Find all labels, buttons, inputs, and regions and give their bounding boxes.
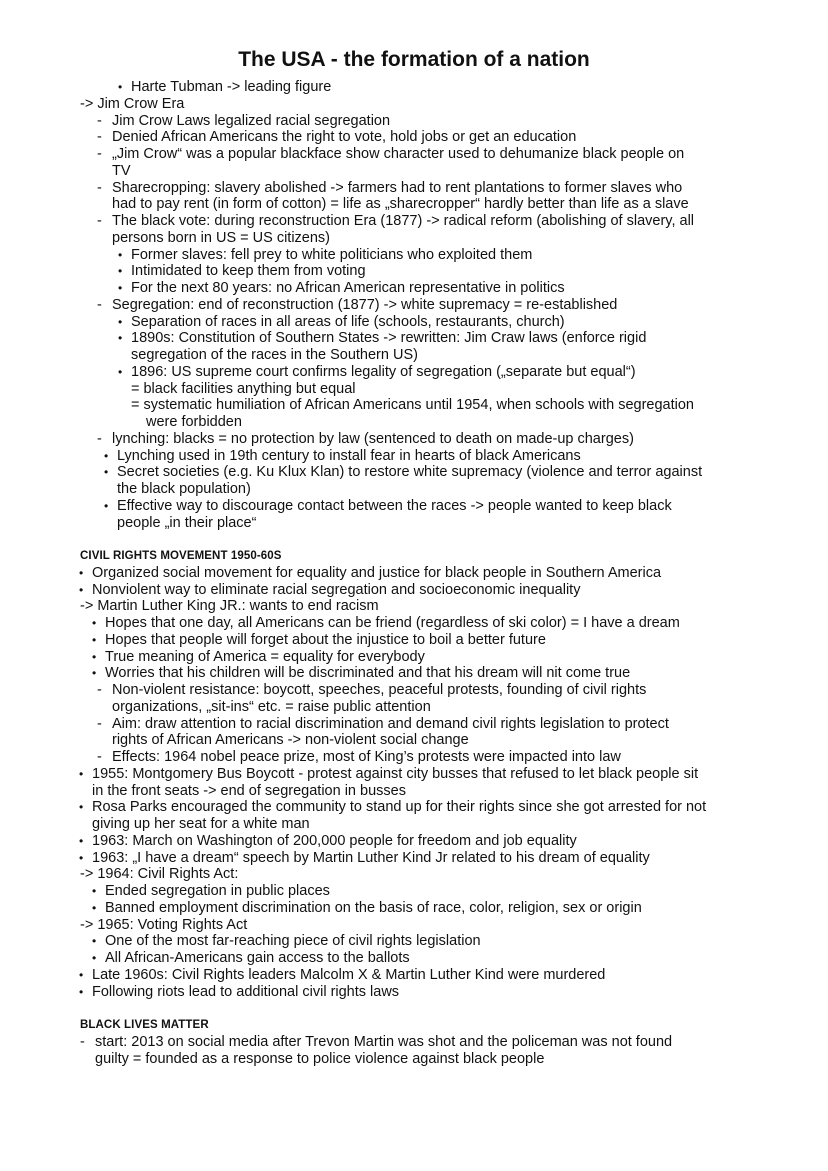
- text-line: [0, 665, 828, 682]
- text-line: [0, 280, 828, 297]
- text-line: [0, 816, 828, 833]
- text-line: [0, 917, 828, 934]
- text-line: [0, 1051, 828, 1068]
- line-text: One of the most far-reaching piece of civil rights legislation: [105, 933, 481, 950]
- bullet-marker: •: [104, 448, 109, 463]
- line-text: Secret societies (e.g. Ku Klux Klan) to restore white supremacy (violence and terror against: [117, 464, 703, 481]
- section-heading: [0, 1017, 828, 1034]
- bullet-marker: •: [104, 465, 109, 480]
- line-text: TV: [112, 162, 131, 179]
- bullet-marker: •: [118, 314, 123, 329]
- bullet-marker: •: [79, 850, 84, 865]
- text-line: [0, 146, 828, 163]
- text-line: [0, 682, 828, 699]
- page-title: The USA - the formation of a nation: [238, 48, 590, 71]
- dash-marker: -: [97, 430, 102, 447]
- text-line: [0, 163, 828, 180]
- line-text: were forbidden: [146, 414, 242, 430]
- bullet-marker: •: [118, 281, 123, 295]
- bullet-marker: •: [92, 632, 97, 647]
- line-text: True meaning of America = equality for everybody: [105, 648, 425, 665]
- text-line: [0, 883, 828, 900]
- line-text: organizations, „sit-ins“ etc. = raise public attention: [112, 698, 431, 715]
- line-text: rights of African Americans -> non-violent social change: [112, 732, 469, 749]
- line-text: 1963: „I have a dream“ speech by Martin Luther Kind Jr related to his dream of equality: [92, 849, 650, 866]
- text-line: [0, 598, 828, 615]
- line-text: Following riots lead to additional civil rights laws: [92, 983, 400, 1000]
- line-text: „Jim Crow“ was a popular blackface show character used to dehumanize black people on: [112, 146, 685, 162]
- line-text: Organized social movement for equality and justice for black people in Southern America: [92, 564, 662, 581]
- section-heading-text: BLACK LIVES MATTER: [80, 1019, 209, 1031]
- bullet-marker: •: [92, 649, 97, 664]
- bullet-marker: •: [79, 800, 84, 815]
- text-line: [0, 900, 828, 917]
- bullet-marker: •: [118, 264, 123, 279]
- line-text: segregation of the races in the Southern US): [131, 347, 418, 363]
- dash-marker: -: [97, 112, 102, 129]
- line-text: in the front seats -> end of segregation in busses: [92, 782, 406, 799]
- line-text: giving up her seat for a white man: [92, 816, 310, 832]
- text-line: [0, 1034, 828, 1051]
- blank-line: [0, 531, 828, 548]
- line-text: 1890s: Constitution of Southern States -> rewritten: Jim Craw laws (enforce rigid: [131, 330, 647, 347]
- dash-marker: -: [97, 296, 102, 313]
- line-text: persons born in US = US citizens): [112, 229, 330, 246]
- text-line: [0, 481, 828, 498]
- line-text: Sharecropping: slavery abolished -> farmers had to rent plantations to former slaves who: [112, 179, 683, 196]
- text-line: [0, 230, 828, 247]
- text-line: [0, 933, 828, 950]
- text-line: [0, 314, 828, 331]
- bullet-marker: •: [92, 934, 97, 949]
- text-line: [0, 699, 828, 716]
- section-heading: [0, 548, 828, 565]
- line-text: Late 1960s: Civil Rights leaders Malcolm X & Martin Luther Kind were murdered: [92, 966, 606, 983]
- bullet-marker: •: [79, 967, 84, 982]
- text-line: [0, 213, 828, 230]
- text-line: [0, 866, 828, 883]
- dash-marker: -: [97, 179, 102, 196]
- line-text: Aim: draw attention to racial discrimination and demand civil rights legislation to protect: [112, 715, 669, 732]
- line-text: -> Martin Luther King JR.: wants to end racism: [80, 598, 379, 615]
- text-line: [0, 498, 828, 515]
- dash-marker: -: [97, 129, 102, 146]
- text-line: [0, 749, 828, 766]
- line-text: guilty = founded as a response to police violence against black people: [95, 1050, 545, 1067]
- dash-marker: -: [97, 146, 102, 162]
- dash-marker: -: [80, 1033, 85, 1050]
- line-text: the black population): [117, 481, 251, 497]
- line-text: = black facilities anything but equal: [131, 380, 356, 397]
- text-line: [0, 364, 828, 381]
- line-text: Banned employment discrimination on the basis of race, color, religion, sex or origin: [105, 899, 642, 916]
- bullet-marker: •: [104, 498, 109, 513]
- line-text: people „in their place“: [117, 514, 257, 531]
- line-text: -> 1965: Voting Rights Act: [80, 916, 248, 933]
- bullet-marker: •: [92, 900, 97, 915]
- text-line: [0, 850, 828, 867]
- line-text: Intimidated to keep them from voting: [131, 263, 366, 280]
- text-line: [0, 515, 828, 532]
- text-line: [0, 984, 828, 1001]
- notes-body: [0, 79, 828, 1067]
- bullet-marker: •: [79, 833, 84, 848]
- bullet-marker: •: [92, 666, 97, 681]
- bullet-marker: •: [92, 884, 97, 898]
- line-text: Worries that his children will be discriminated and that his dream will nit come true: [105, 665, 631, 682]
- dash-marker: -: [97, 682, 102, 698]
- line-text: Jim Crow Laws legalized racial segregation: [112, 112, 391, 129]
- line-text: Nonviolent way to eliminate racial segregation and socioeconomic inequality: [92, 581, 581, 598]
- text-line: [0, 766, 828, 783]
- bullet-marker: •: [118, 80, 123, 94]
- line-text: Lynching used in 19th century to install fear in hearts of black Americans: [117, 447, 581, 464]
- dash-marker: -: [97, 749, 102, 765]
- dash-marker: -: [97, 715, 102, 732]
- text-line: [0, 649, 828, 666]
- line-text: Ended segregation in public places: [105, 883, 330, 899]
- text-line: [0, 113, 828, 130]
- line-text: Denied African Americans the right to vote, hold jobs or get an education: [112, 129, 577, 146]
- bullet-marker: •: [118, 331, 123, 346]
- text-line: [0, 732, 828, 749]
- text-line: [0, 247, 828, 264]
- line-text: Harte Tubman -> leading figure: [131, 79, 332, 95]
- text-line: [0, 799, 828, 816]
- text-line: [0, 297, 828, 314]
- line-text: Effects: 1964 nobel peace prize, most of King’s protests were impacted into law: [112, 749, 621, 765]
- line-text: Rosa Parks encouraged the community to stand up for their rights since she got arrested for not: [92, 799, 707, 816]
- line-text: Hopes that people will forget about the injustice to boil a better future: [105, 631, 546, 648]
- bullet-marker: •: [118, 247, 123, 262]
- text-line: [0, 448, 828, 465]
- line-text: 1955: Montgomery Bus Boycott - protest against city busses that refused to let black people sit: [92, 765, 699, 782]
- line-text: All African-Americans gain access to the ballots: [105, 950, 410, 966]
- bullet-marker: •: [79, 565, 84, 580]
- line-text: The black vote: during reconstruction Era (1877) -> radical reform (abolishing of slavery, all: [112, 213, 695, 229]
- line-text: Segregation: end of reconstruction (1877) -> white supremacy = re-established: [112, 296, 618, 313]
- text-line: [0, 397, 828, 414]
- text-line: [0, 716, 828, 733]
- text-line: [0, 381, 828, 398]
- bullet-marker: •: [79, 582, 84, 597]
- bullet-marker: •: [92, 616, 97, 630]
- text-line: [0, 833, 828, 850]
- text-line: [0, 96, 828, 113]
- line-text: start: 2013 on social media after Trevon Martin was shot and the policeman was not found: [95, 1033, 673, 1050]
- bullet-marker: •: [79, 766, 84, 781]
- bullet-marker: •: [79, 984, 84, 999]
- blank-line: [0, 1000, 828, 1017]
- line-text: Hopes that one day, all Americans can be friend (regardless of ski color) = I have a dream: [105, 615, 680, 631]
- line-text: lynching: blacks = no protection by law (sentenced to death on made-up charges): [112, 430, 634, 447]
- line-text: Separation of races in all areas of life (schools, restaurants, church): [131, 313, 565, 330]
- text-line: [0, 783, 828, 800]
- text-line: [0, 180, 828, 197]
- text-line: [0, 196, 828, 213]
- text-line: [0, 347, 828, 364]
- bullet-marker: •: [118, 364, 123, 379]
- text-line: [0, 565, 828, 582]
- line-text: For the next 80 years: no African American representative in politics: [131, 280, 565, 296]
- text-line: [0, 414, 828, 431]
- text-line: [0, 632, 828, 649]
- text-line: [0, 129, 828, 146]
- text-line: [0, 967, 828, 984]
- line-text: 1963: March on Washington of 200,000 people for freedom and job equality: [92, 832, 577, 849]
- text-line: [0, 79, 828, 96]
- line-text: = systematic humiliation of African Americans until 1954, when schools with segregation: [131, 397, 694, 414]
- line-text: Former slaves: fell prey to white politicians who exploited them: [131, 246, 533, 263]
- text-line: [0, 431, 828, 448]
- section-heading-text: CIVIL RIGHTS MOVEMENT 1950-60S: [80, 550, 282, 562]
- text-line: [0, 950, 828, 967]
- text-line: [0, 464, 828, 481]
- line-text: -> 1964: Civil Rights Act:: [80, 866, 239, 883]
- dash-marker: -: [97, 213, 102, 229]
- text-line: [0, 582, 828, 599]
- text-line: [0, 330, 828, 347]
- line-text: -> Jim Crow Era: [80, 95, 185, 112]
- text-line: [0, 263, 828, 280]
- line-text: had to pay rent (in form of cotton) = life as „sharecropper“ hardly better than life as a slave: [112, 196, 689, 213]
- line-text: Non-violent resistance: boycott, speeches, peaceful protests, founding of civil rights: [112, 682, 647, 698]
- text-line: [0, 615, 828, 632]
- bullet-marker: •: [92, 951, 97, 965]
- line-text: Effective way to discourage contact between the races -> people wanted to keep black: [117, 497, 672, 514]
- line-text: 1896: US supreme court confirms legality of segregation („separate but equal“): [131, 363, 636, 380]
